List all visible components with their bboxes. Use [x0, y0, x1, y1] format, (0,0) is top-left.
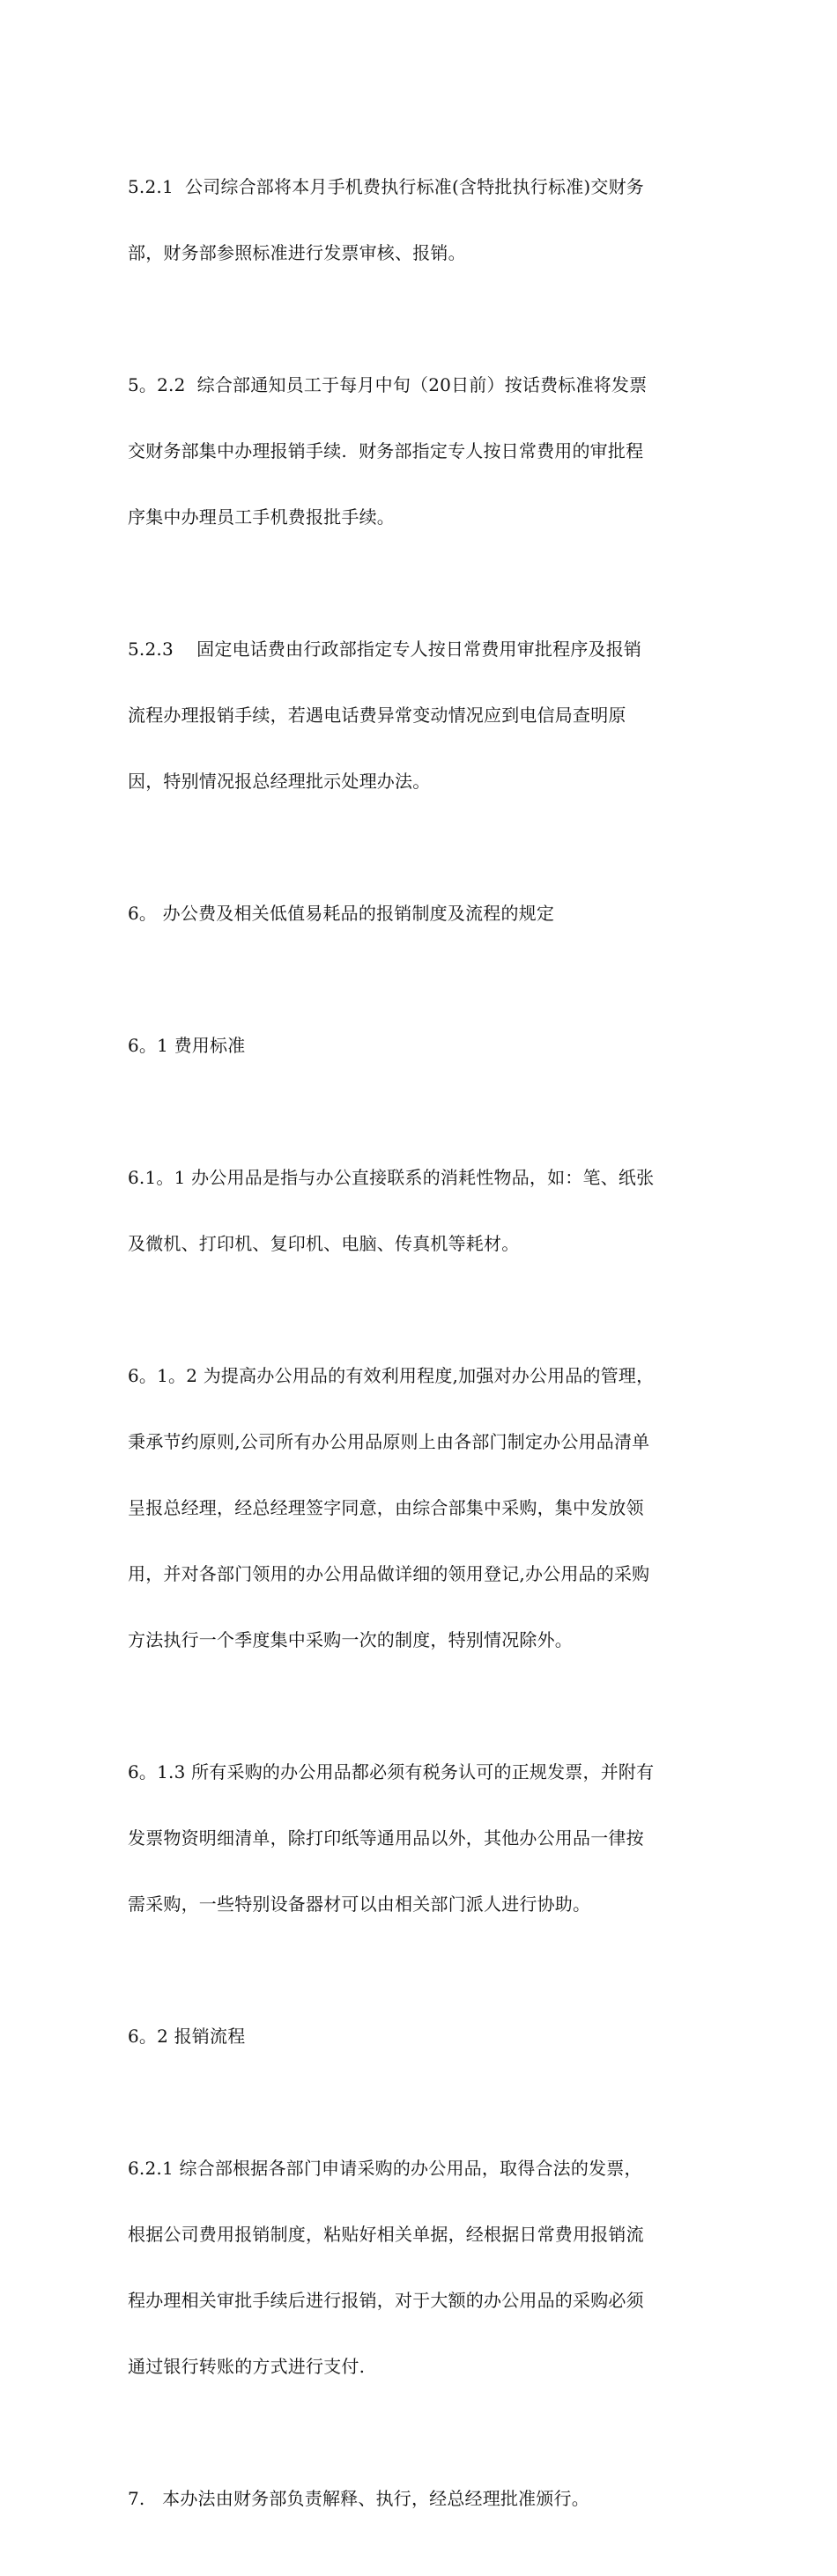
text-line: 部，财务部参照标准进行发票审核、报销。	[128, 242, 466, 263]
paragraph-7	[128, 2444, 714, 2554]
text-line: 6。1.3 所有采购的办公用品都必须有税务认可的正规发票，并附有	[128, 1761, 655, 1783]
text-line: 7. 本办法由财务部负责解释、执行，经总经理批准颁行。	[128, 2488, 589, 2509]
text-line: 及微机、打印机、复印机、电脑、传真机等耗材。	[128, 1233, 520, 1254]
text-line: 程办理相关审批手续后进行报销，对于大额的办公用品的采购必须	[128, 2290, 644, 2311]
document-body	[128, 132, 714, 2576]
text-line: 5.2.3 固定电话费由行政部指定专人按日常费用审批程序及报销	[128, 638, 642, 660]
text-line: 6。1。2 为提高办公用品的有效利用程度,加强对办公用品的管理，	[128, 1365, 655, 1386]
paragraph-5-2-1	[128, 132, 714, 308]
text-line: 6.2.1 综合部根据各部门申请采购的办公用品，取得合法的发票，	[128, 2158, 642, 2179]
section-heading-6-1	[128, 991, 714, 1101]
paragraph-5-2-2	[128, 330, 714, 572]
section-heading-6	[128, 859, 714, 969]
text-line: 因，特别情况报总经理批示处理办法。	[128, 771, 431, 792]
text-line: 5.2.1 公司综合部将本月手机费执行标准(含特批执行标准)交财务	[128, 176, 645, 197]
paragraph-6-1-1	[128, 1123, 714, 1299]
text-line: 方法执行一个季度集中采购一次的制度，特别情况除外。	[128, 1629, 573, 1650]
paragraph-6-1-3	[128, 1717, 714, 1960]
text-line: 流程办理报销手续，若遇电话费异常变动情况应到电信局查明原	[128, 705, 626, 726]
text-line: 用，并对各部门领用的办公用品做详细的领用登记,办公用品的采购	[128, 1563, 650, 1584]
text-line: 需采购，一些特别设备器材可以由相关部门派人进行协助。	[128, 1893, 591, 1915]
heading-line: 6。1 费用标准	[128, 1035, 246, 1056]
section-heading-6-2	[128, 1982, 714, 2092]
paragraph-5-2-3	[128, 594, 714, 837]
heading-line: 6。2 报销流程	[128, 2026, 246, 2047]
text-line: 交财务部集中办理报销手续. 财务部指定专人按日常费用的审批程	[128, 440, 644, 461]
text-line: 秉承节约原则,公司所有办公用品原则上由各部门制定办公用品清单	[128, 1431, 650, 1452]
heading-line: 6。 办公费及相关低值易耗品的报销制度及流程的规定	[128, 903, 555, 924]
text-line: 根据公司费用报销制度，粘贴好相关单据，经根据日常费用报销流	[128, 2224, 644, 2245]
text-line: 6.1。1 办公用品是指与办公直接联系的消耗性物品，如：笔、纸张	[128, 1167, 655, 1188]
text-line: 发票物资明细清单，除打印纸等通用品以外，其他办公用品一律按	[128, 1827, 644, 1849]
text-line: 通过银行转账的方式进行支付.	[128, 2356, 366, 2377]
paragraph-6-2-1	[128, 2114, 714, 2422]
paragraph-6-1-2	[128, 1321, 714, 1695]
text-line: 5。2.2 综合部通知员工于每月中旬（20日前）按话费标准将发票	[128, 374, 648, 395]
text-line: 呈报总经理，经总经理签字同意，由综合部集中采购，集中发放领	[128, 1497, 644, 1518]
text-line: 序集中办理员工手机费报批手续。	[128, 506, 395, 528]
